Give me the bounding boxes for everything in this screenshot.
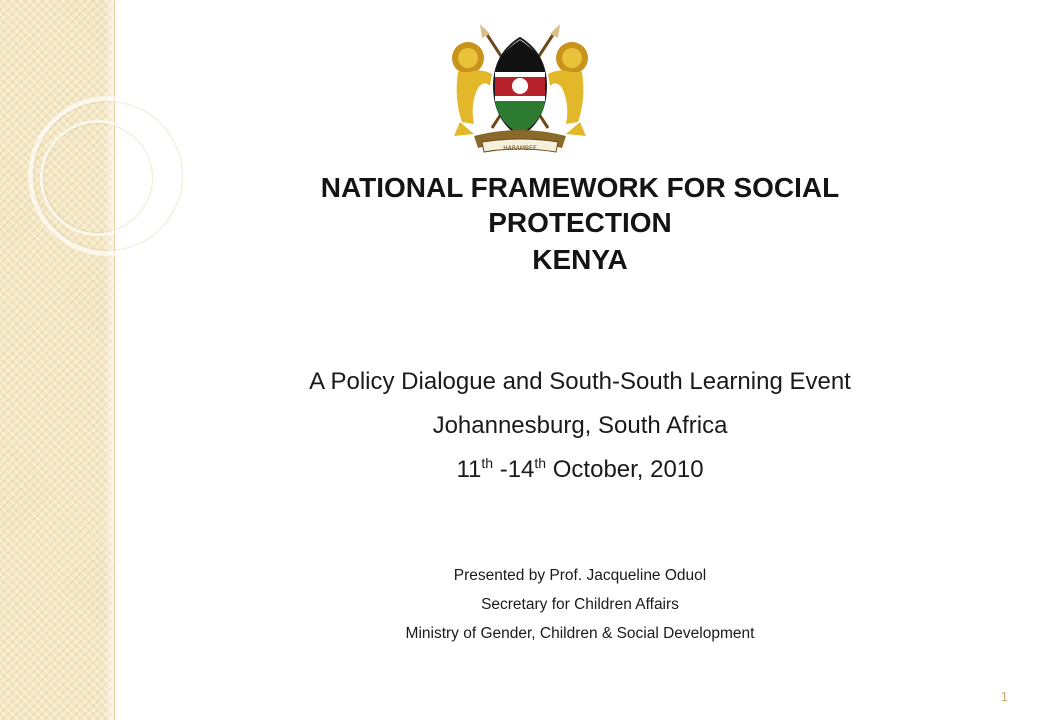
left-lion-icon [452, 42, 492, 136]
event-date [150, 448, 1010, 492]
presenter-block [150, 561, 1010, 648]
presenter-name: Presented by Prof. Jacqueline Oduol [453, 567, 707, 584]
title-line-3: KENYA [532, 244, 628, 275]
shield-icon [494, 38, 546, 136]
event-location: Johannesburg, South Africa [432, 412, 728, 439]
slide-title [150, 170, 1010, 277]
presenter-role: Secretary for Children Affairs [481, 596, 679, 613]
right-lion-icon [548, 42, 588, 136]
event-name: A Policy Dialogue and South-South Learning Event [309, 368, 851, 395]
kenya-coat-of-arms-emblem [444, 24, 596, 158]
slide-subtitle [150, 360, 1010, 492]
slide-number: 1 [1000, 689, 1008, 704]
presenter-ministry: Ministry of Gender, Children & Social Development [405, 625, 755, 642]
title-line-2: PROTECTION [488, 207, 672, 238]
date-separator: -14 [493, 456, 535, 483]
date-start-day: 11 [456, 456, 482, 483]
title-line-1: NATIONAL FRAMEWORK FOR SOCIAL [320, 172, 840, 203]
date-month-year: October, 2010 [546, 456, 704, 483]
decorative-ring-inner [40, 120, 156, 236]
decorative-side-band [0, 0, 115, 720]
date-end-suffix: th [534, 455, 547, 471]
motto-ribbon-text: HARAMBEE [503, 145, 537, 152]
date-start-suffix: th [481, 455, 494, 471]
